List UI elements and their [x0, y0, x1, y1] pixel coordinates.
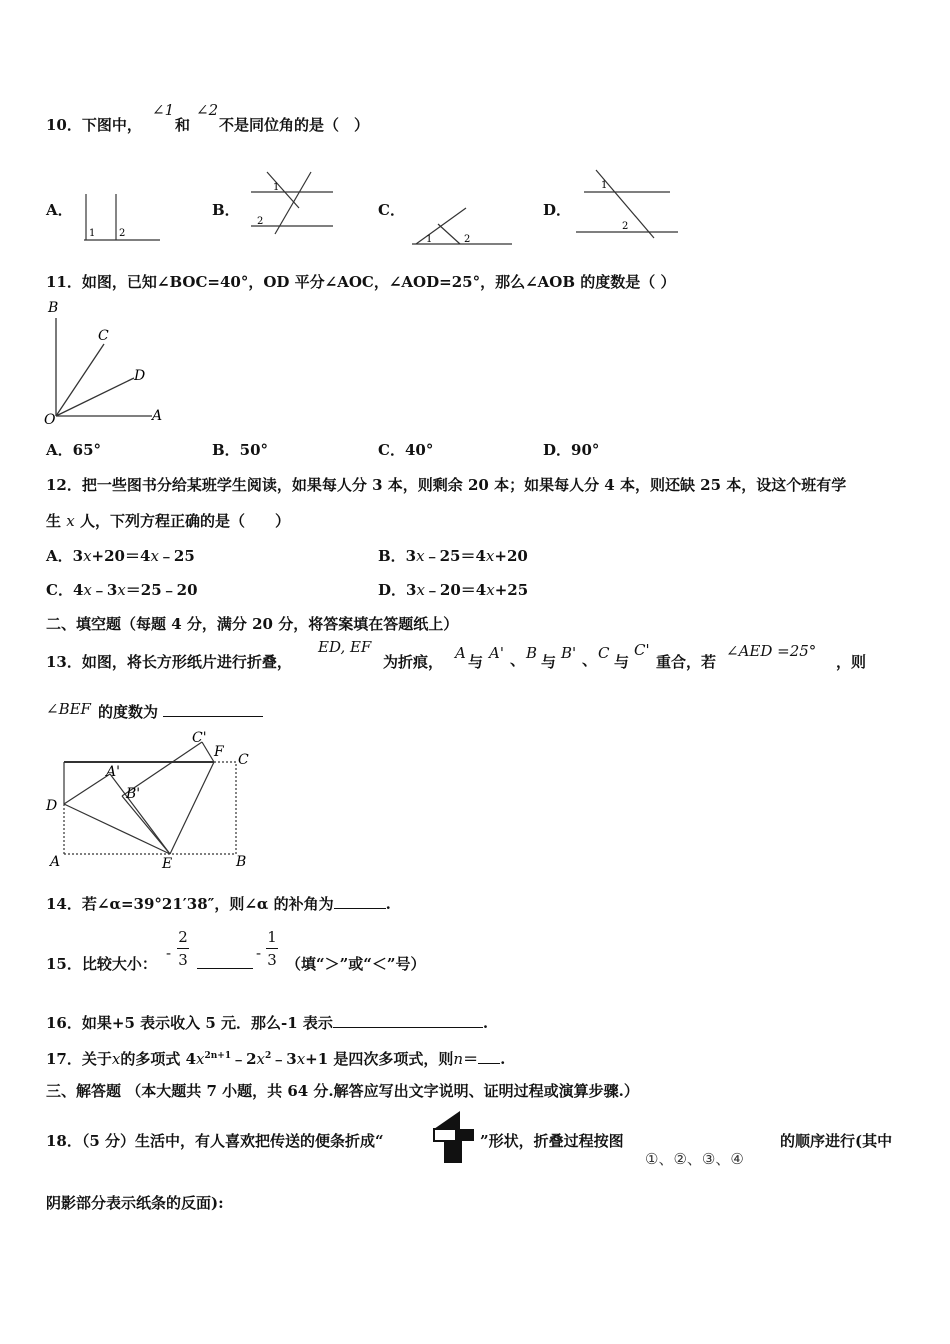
q13-b: B [526, 644, 538, 662]
q10-c-label-2: 2 [464, 234, 471, 245]
q10-figure-a [78, 188, 168, 248]
q18-part-c: 的顺序进行(其中 [780, 1132, 893, 1150]
section-2-heading: 二、填空题（每题 4 分，满分 20 分，将答案填在答题纸上） [46, 615, 459, 633]
q13-answer-blank[interactable] [163, 702, 263, 717]
q13-sep2: 、 [582, 651, 598, 669]
q10-a-label-2: 2 [119, 228, 126, 239]
q11-option-b: B．50° [212, 441, 269, 459]
q10-text [46, 115, 142, 135]
q13-c-prime: C' [634, 641, 650, 659]
q15-sign-1: - [166, 944, 172, 962]
q10-prefix: 10．下图中， [46, 116, 142, 134]
q13-label-b: B [236, 854, 247, 870]
q12-line2 [46, 511, 290, 531]
q13-angle-aed: ∠AED =25° [726, 642, 817, 660]
q10-suffix: 不是同位角的是（ ） [219, 116, 370, 134]
q11-label-a: A [152, 408, 163, 424]
q13-t2: 重合，若 [656, 653, 717, 671]
q17-text: 17．关于x的多项式 $4x^{2n+1}﹣2x^2﹣3x+1$ 是四次多项式，则n＝ . [46, 1050, 506, 1068]
q12-var-x: x [66, 512, 75, 530]
q10-he: 和 [175, 116, 191, 134]
q12-line2-a: 生 [46, 512, 62, 530]
q15-f1-numerator: 2 [178, 928, 188, 946]
q12-line2-b: 人，下列方程正确的是（ ） [79, 512, 290, 530]
q15-fraction-2 [266, 928, 278, 969]
q10-option-b: B． [212, 201, 240, 219]
q11-option-d: D．90° [543, 441, 600, 459]
q18-steps: ①、②、③、④ [645, 1150, 744, 1168]
q16-answer-blank[interactable] [333, 1013, 483, 1028]
folded-note-icon [430, 1109, 480, 1165]
q13-t1: 为折痕， [383, 653, 444, 671]
q13-label-f: F [214, 744, 224, 760]
q10-b-label-1: 1 [273, 182, 280, 193]
q16-text: 16．如果+5 表示收入 5 元．那么-1 表示 . [46, 1014, 489, 1032]
q11-label-c: C [98, 328, 109, 344]
q13-yu3: 与 [614, 653, 630, 671]
q13-figure [42, 728, 262, 874]
q13-label-a: A [50, 854, 61, 870]
q11-label-d: D [134, 368, 146, 384]
q10-angle1: ∠1 [152, 101, 175, 119]
q11-figure [42, 298, 172, 428]
q10-option-c: C． [378, 201, 405, 219]
q10-d-label-1: 1 [601, 180, 608, 191]
q18-part-b: ”形状，折叠过程按图 [480, 1132, 624, 1150]
q13-c: C [598, 644, 610, 662]
q15-sign-2: - [256, 944, 262, 962]
q12-line1: 12．把一些图书分给某班学生阅读，如果每人分 3 本，则剩余 20 本；如果每人分 4 本，则还缺 25 本，设这个班有学 [46, 476, 847, 494]
q13-a: A [455, 644, 466, 662]
q10-d-label-2: 2 [622, 221, 629, 232]
q10-angle2: ∠2 [196, 101, 219, 119]
q13-t4: 的度数为 [98, 702, 263, 722]
q13-label-e: E [162, 856, 173, 872]
q13-angle-bef: ∠BEF [46, 700, 91, 718]
q15-prefix: 15．比较大小： [46, 955, 157, 973]
q14-answer-blank[interactable] [334, 894, 386, 909]
q11-option-a: A．65° [46, 441, 102, 459]
q15-f2-numerator: 1 [267, 928, 277, 946]
q12-option-c: C．4x﹣3x＝25﹣20 [46, 581, 198, 599]
q10-option-a: A． [46, 201, 73, 219]
q10-figure-b [245, 168, 340, 238]
q18-line2: 阴影部分表示纸条的反面): [46, 1194, 224, 1212]
q10-c-label-1: 1 [426, 234, 433, 245]
q13-label-a-prime: A' [106, 764, 120, 780]
q15-f1-denominator: 3 [178, 951, 188, 969]
q10-b-label-2: 2 [257, 216, 264, 227]
q12-option-b: B．3x﹣25＝4x+20 [378, 547, 528, 565]
q12-option-d: D．3x﹣20＝4x+25 [378, 581, 529, 599]
q13-label-c-prime: C' [192, 730, 207, 746]
q15-suffix: （填“＞”或“＜”号） [286, 955, 426, 973]
q13-label-c: C [238, 752, 249, 768]
q13-label-b-prime: B' [126, 786, 141, 802]
q11-text: 11．如图，已知∠BOC=40°，OD 平分∠AOC，∠AOD=25°，那么∠AOB 的度数是（ ） [46, 273, 676, 291]
q13-yu1: 与 [468, 653, 484, 671]
q10-figure-c [408, 202, 518, 250]
q13-yu2: 与 [541, 653, 557, 671]
q15-f2-denominator: 3 [267, 951, 277, 969]
q14-text: 14．若∠α=39°21′38″，则∠α 的补角为 . [46, 895, 391, 913]
q10-option-d: D． [543, 201, 572, 219]
section-3-heading: 三、解答题 （本大题共 7 小题，共 64 分.解答应写出文字说明、证明过程或演算步骤.） [46, 1082, 639, 1100]
q13-t3: ，则 [836, 653, 867, 671]
q13-creases: ED, EF [318, 638, 372, 656]
q10-figure-d [574, 166, 680, 240]
q17-answer-blank[interactable] [478, 1049, 500, 1064]
q13-prefix: 13．如图，将长方形纸片进行折叠， [46, 653, 292, 671]
q12-option-a: A．3x+20＝4x﹣25 [46, 547, 195, 565]
q13-label-d: D [46, 798, 58, 814]
q13-a-prime: A' [489, 644, 504, 662]
q15-answer-blank[interactable] [197, 954, 253, 969]
q13-sep1: 、 [510, 651, 526, 669]
q15-fraction-1 [177, 928, 189, 969]
q10-a-label-1: 1 [89, 228, 96, 239]
q11-option-c: C．40° [378, 441, 434, 459]
q11-label-o: O [44, 412, 56, 428]
q18-part-a: 18．（5 分）生活中，有人喜欢把传送的便条折成“ [46, 1132, 384, 1150]
q13-b-prime: B' [561, 644, 577, 662]
q11-label-b: B [48, 300, 59, 316]
